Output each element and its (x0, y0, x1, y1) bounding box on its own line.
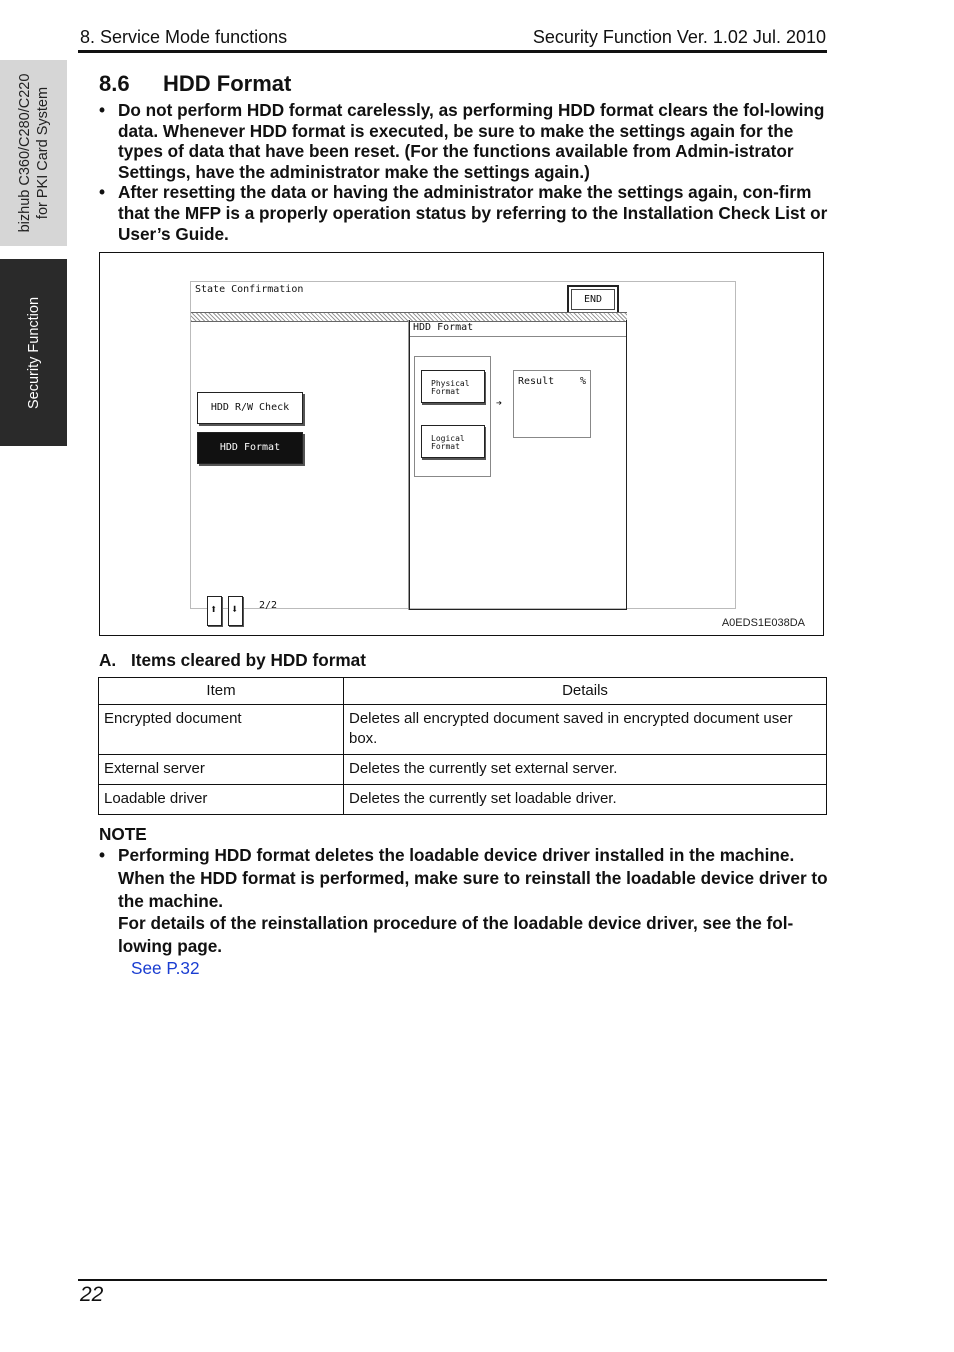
end-button[interactable]: END (567, 285, 619, 314)
column-header-item: Item (99, 678, 344, 705)
format-options (414, 356, 491, 477)
section-number: 8.6 (99, 71, 130, 96)
panel-divider (410, 336, 626, 337)
panel-screen (190, 281, 736, 616)
header-doc-version: Security Function Ver. 1.02 Jul. 2010 (532, 27, 826, 47)
figure-code: A0EDS1E038DA (721, 617, 805, 629)
page-number: 22 (80, 1283, 104, 1306)
arrow-down-icon: ⬇ (231, 602, 239, 616)
note-bullet (99, 844, 829, 958)
screen-figure (99, 252, 824, 636)
note-body (99, 844, 829, 958)
table-heading (99, 650, 366, 671)
logical-format-label-2: Format (431, 442, 460, 451)
header-rule (78, 50, 827, 53)
screen-title: State Confirmation (195, 284, 304, 295)
hdd-rw-check-button[interactable]: HDD R/W Check (197, 392, 303, 424)
warning-bullets (99, 100, 829, 244)
side-tab-product-line1: bizhub C360/C280/C220 (16, 73, 33, 233)
table-cell-item: Encrypted document (99, 705, 344, 755)
see-page-link[interactable]: See P.32 (131, 958, 200, 978)
side-tab-section (0, 259, 67, 446)
hdd-format-button[interactable]: HDD Format (197, 432, 303, 464)
table-heading-letter: A. (99, 650, 117, 670)
table-cell-item: External server (99, 755, 344, 785)
table-heading-text: Items cleared by HDD format (131, 650, 366, 670)
header-chapter: 8. Service Mode functions (80, 27, 288, 47)
table-row (99, 705, 827, 755)
hdd-format-panel (409, 320, 627, 610)
table-cell-details: Deletes all encrypted document saved in encrypted document user box. (344, 705, 827, 755)
panel-title: HDD Format (413, 322, 474, 333)
table-header-row (99, 678, 827, 705)
note-line-1: • Performing HDD format deletes the loadable device driver installed in the machine. (118, 845, 795, 865)
note-line-3: For details of the reinstallation procedure of the loadable device driver, see the fol-lowing page. (118, 913, 794, 957)
note-title: NOTE (99, 824, 147, 844)
footer-rule (78, 1279, 827, 1281)
table-cell-details: Deletes the currently set loadable driver. (344, 785, 827, 815)
warning-bullet-1: • Do not perform HDD format carelessly, as performing HDD format clears the fol-lowing data. Whenever HDD format is executed, be sure to make the settings again for the types of data that have been reset. (For the functions available from Admin-istrator Settings, have the administrator make the settings again.) (99, 100, 829, 182)
physical-format-label-2: Format (431, 387, 460, 396)
side-tab-product (0, 60, 67, 246)
result-box (513, 370, 591, 438)
logical-format-button[interactable] (421, 425, 485, 458)
warning-bullet-2: • After resetting the data or having the administrator make the settings again, con-firm that the MFP is a properly operation status by referring to the Installation Check List or User’s Guide. (99, 182, 829, 244)
side-tab-section-label: Security Function (25, 296, 42, 409)
table-row (99, 785, 827, 815)
physical-format-button[interactable] (421, 370, 485, 403)
result-label: Result (518, 376, 555, 387)
section-title: HDD Format (163, 71, 292, 96)
table-row (99, 755, 827, 785)
side-tab-product-line2: for PKI Card System (34, 86, 51, 220)
items-table (98, 677, 827, 815)
menu-panel (191, 320, 409, 616)
result-unit: % (579, 376, 586, 387)
column-header-details: Details (344, 678, 827, 705)
arrow-up-icon: ⬆ (210, 602, 218, 616)
page-down-button[interactable] (228, 596, 243, 626)
table-cell-details: Deletes the currently set external server. (344, 755, 827, 785)
page-indicator: 2/2 (259, 600, 278, 611)
arrow-right-icon: ➔ (496, 398, 503, 409)
logical-format-label-1: Logical (431, 434, 465, 443)
page-up-button[interactable] (207, 596, 222, 626)
table-cell-item: Loadable driver (99, 785, 344, 815)
physical-format-label-1: Physical (431, 379, 470, 388)
note-line-2: When the HDD format is performed, make sure to reinstall the loadable device driver to the machine. (118, 867, 828, 911)
